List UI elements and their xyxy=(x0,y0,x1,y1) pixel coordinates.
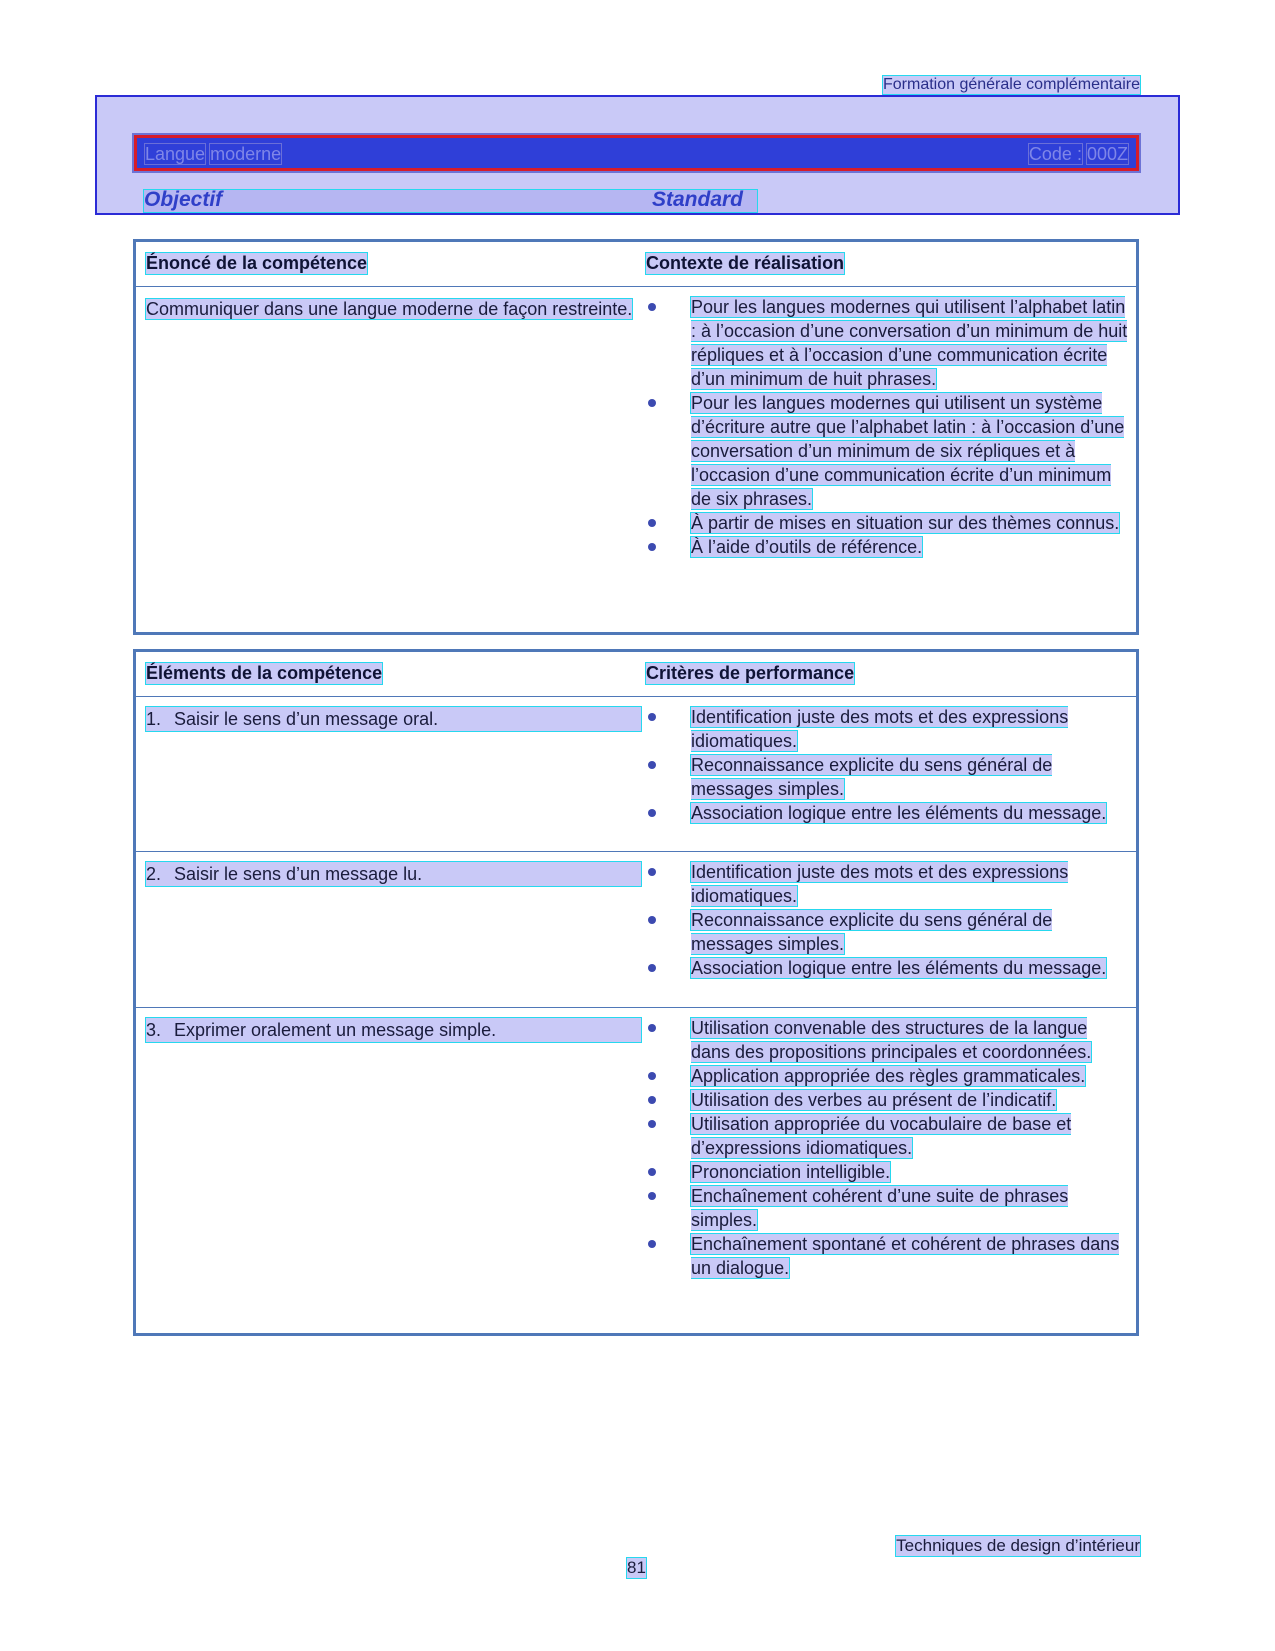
criterion-text: Identification juste des mots et des expressions idiomatiques. xyxy=(691,862,1069,906)
criterion-text: Application appropriée des règles grammaticales. xyxy=(691,1066,1086,1086)
competence-header-row xyxy=(136,242,1136,287)
list-item xyxy=(646,391,1131,511)
element-text xyxy=(146,707,641,731)
bullet-icon xyxy=(648,809,656,817)
list-item xyxy=(646,295,1131,391)
competence-row xyxy=(136,287,1136,632)
bullet-icon xyxy=(648,399,656,407)
criteria-list xyxy=(646,705,1131,825)
list-item xyxy=(646,535,1131,559)
running-header: Formation générale complémentaire xyxy=(882,76,1140,93)
list-item xyxy=(646,1184,1131,1232)
competence-panel xyxy=(133,239,1139,635)
element-text xyxy=(146,862,641,886)
course-title xyxy=(145,144,281,165)
bullet-icon xyxy=(648,1072,656,1080)
bullet-icon xyxy=(648,1096,656,1104)
criteria-list xyxy=(646,860,1131,980)
list-item xyxy=(646,1064,1131,1088)
list-item xyxy=(646,908,1131,956)
bullet-icon xyxy=(648,1240,656,1248)
course-code-bar xyxy=(134,135,1139,171)
table-row xyxy=(136,852,1136,1008)
criterion-text: Association logique entre les éléments du message. xyxy=(691,958,1107,978)
criterion-text: Prononciation intelligible. xyxy=(691,1162,891,1182)
footer-program: Techniques de design d’intérieur xyxy=(896,1536,1140,1555)
element-number: 2. xyxy=(146,864,162,884)
criterion-text: Reconnaissance explicite du sens général de messages simples. xyxy=(691,910,1053,954)
context-text: Pour les langues modernes qui utilisent l’alphabet latin : à l’occasion d’une conversation d’un minimum de huit répliques et à l’occasion d’une communication écrite d’un minimum de huit phrases. xyxy=(691,297,1128,389)
criterion-text: Association logique entre les éléments du message. xyxy=(691,803,1107,823)
list-item xyxy=(646,801,1131,825)
course-code xyxy=(1029,144,1128,165)
bullet-icon xyxy=(648,519,656,527)
criterion-text: Utilisation convenable des structures de la langue dans des propositions principales et coordonnées. xyxy=(691,1018,1092,1062)
criterion-text: Utilisation appropriée du vocabulaire de base et d’expressions idiomatiques. xyxy=(691,1114,1072,1158)
bullet-icon xyxy=(648,1120,656,1128)
element-label: Saisir le sens d’un message oral. xyxy=(174,709,439,729)
table-row xyxy=(136,1008,1136,1333)
criterion-text: Identification juste des mots et des expressions idiomatiques. xyxy=(691,707,1069,751)
bullet-icon xyxy=(648,543,656,551)
competence-statement-text: Communiquer dans une langue moderne de façon restreinte. xyxy=(146,299,633,319)
context-text: Pour les langues modernes qui utilisent un système d’écriture autre que l’alphabet latin : à l’occasion d’une conversation d’un minimum de six répliques et à l’occasion d’une communication écrite d’un minimum de six phrases. xyxy=(691,393,1125,509)
bullet-icon xyxy=(648,761,656,769)
objective-standard-labels xyxy=(144,190,757,212)
bullet-icon xyxy=(648,868,656,876)
course-word: Langue xyxy=(145,144,206,164)
element-text xyxy=(146,1018,641,1042)
bullet-icon xyxy=(648,713,656,721)
elements-panel xyxy=(133,649,1139,1336)
bullet-icon xyxy=(648,1192,656,1200)
list-item xyxy=(646,753,1131,801)
context-list xyxy=(646,295,1131,559)
criterion-text: Utilisation des verbes au présent de l’indicatif. xyxy=(691,1090,1057,1110)
standard-label: Standard xyxy=(652,188,744,211)
list-item xyxy=(646,1160,1131,1184)
list-item xyxy=(646,705,1131,753)
element-number: 3. xyxy=(146,1020,162,1040)
criteria-list xyxy=(646,1016,1131,1280)
bullet-icon xyxy=(648,1024,656,1032)
list-item xyxy=(646,511,1131,535)
code-label: Code : xyxy=(1028,144,1082,164)
bullet-icon xyxy=(648,303,656,311)
element-label: Saisir le sens d’un message lu. xyxy=(174,864,423,884)
context-text: À l’aide d’outils de référence. xyxy=(691,537,923,557)
criteria-header: Critères de performance xyxy=(646,663,855,683)
competence-statement xyxy=(146,297,641,321)
objectif-label: Objectif xyxy=(144,188,223,211)
elements-header-row xyxy=(136,652,1136,697)
list-item xyxy=(646,956,1131,980)
course-word: moderne xyxy=(210,144,282,164)
list-item xyxy=(646,1112,1131,1160)
context-text: À partir de mises en situation sur des thèmes connus. xyxy=(691,513,1120,533)
bullet-icon xyxy=(648,916,656,924)
list-item xyxy=(646,1016,1131,1064)
context-header: Contexte de réalisation xyxy=(646,253,845,273)
list-item xyxy=(646,860,1131,908)
elements-header: Éléments de la compétence xyxy=(146,663,383,683)
criterion-text: Reconnaissance explicite du sens général de messages simples. xyxy=(691,755,1053,799)
element-number: 1. xyxy=(146,709,162,729)
page-number: 81 xyxy=(627,1558,646,1577)
objective-band xyxy=(95,95,1180,215)
element-label: Exprimer oralement un message simple. xyxy=(174,1020,497,1040)
criterion-text: Enchaînement spontané et cohérent de phrases dans un dialogue. xyxy=(691,1234,1120,1278)
table-row xyxy=(136,697,1136,852)
code-value: 000Z xyxy=(1086,144,1128,164)
criterion-text: Enchaînement cohérent d’une suite de phrases simples. xyxy=(691,1186,1069,1230)
bullet-icon xyxy=(648,1168,656,1176)
list-item xyxy=(646,1232,1131,1280)
statement-header: Énoncé de la compétence xyxy=(146,253,368,273)
list-item xyxy=(646,1088,1131,1112)
bullet-icon xyxy=(648,964,656,972)
